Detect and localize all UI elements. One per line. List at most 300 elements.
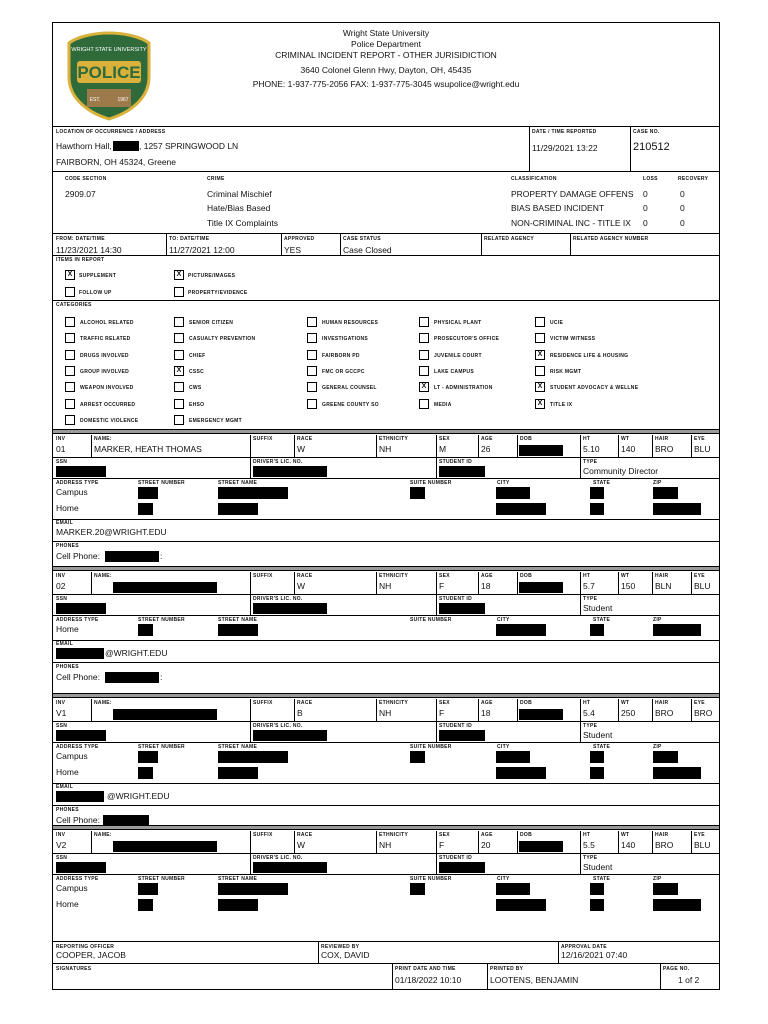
printed-by: LOOTENS, BENJAMIN xyxy=(490,975,579,985)
category-label: LT - ADMINISTRATION xyxy=(434,385,493,392)
supplement-label: SUPPLEMENT xyxy=(79,273,117,279)
header-address: 3640 Colonel Glenn Hwy, Dayton, OH, 45435 xyxy=(300,65,472,75)
category-checkbox[interactable] xyxy=(174,399,184,409)
category-checkbox[interactable] xyxy=(419,366,429,376)
name-label: NAME: xyxy=(94,832,112,838)
street-number-label: STREET NUMBER xyxy=(138,744,185,750)
street-name-label: STREET NAME xyxy=(218,744,258,750)
eye-label: EYE xyxy=(694,832,705,838)
section-separator xyxy=(53,566,719,571)
race-label: RACE xyxy=(297,573,313,579)
redaction xyxy=(496,624,546,636)
column-divider xyxy=(250,831,251,853)
sex-label: SEX xyxy=(439,436,450,442)
redaction xyxy=(590,503,604,515)
dl-label: DRIVER'S LIC. NO. xyxy=(253,596,303,602)
city-label: CITY xyxy=(497,876,510,882)
name-label: NAME: xyxy=(94,436,112,442)
category-checkbox[interactable] xyxy=(174,415,184,425)
redaction xyxy=(496,751,530,763)
column-divider xyxy=(580,457,581,478)
crime-label: CRIME xyxy=(207,176,225,182)
sex-value: F xyxy=(439,581,445,591)
ethnicity-label: ETHNICITY xyxy=(379,700,409,706)
category-label: WEAPON INVOLVED xyxy=(80,385,134,392)
address-type-home: Home xyxy=(56,503,79,513)
row-divider xyxy=(53,541,719,542)
header-university: Wright State University xyxy=(342,28,430,38)
reviewed-by-label: REVIEWED BY xyxy=(321,944,360,950)
category-checkbox[interactable] xyxy=(174,350,184,360)
eye-label: EYE xyxy=(694,436,705,442)
row-divider xyxy=(53,594,719,595)
column-divider xyxy=(652,572,653,594)
inv-value: V1 xyxy=(56,708,67,718)
redaction xyxy=(105,551,159,562)
email-value: @WRIGHT.EDU xyxy=(107,791,170,801)
classification-2: BIAS BASED INCIDENT xyxy=(511,203,605,213)
category-label: MEDIA xyxy=(434,401,452,408)
suite-label: SUITE NUMBER xyxy=(410,480,452,486)
category-label: FMC OR GCCPC xyxy=(322,368,365,375)
case-no-label: CASE NO. xyxy=(633,129,660,135)
category-checkbox[interactable] xyxy=(535,317,545,327)
section-separator xyxy=(53,693,719,698)
supplement-checkbox[interactable]: X xyxy=(65,270,75,280)
loss-2: 0 xyxy=(643,203,648,213)
student-id-label: STUDENT ID xyxy=(439,596,472,602)
recovery-2: 0 xyxy=(680,203,685,213)
print-date: 01/18/2022 10:10 xyxy=(395,975,462,985)
age-value: 20 xyxy=(481,840,491,850)
column-divider xyxy=(250,435,251,457)
column-divider xyxy=(618,699,619,721)
redaction xyxy=(519,841,563,852)
ethnicity-label: ETHNICITY xyxy=(379,832,409,838)
category-checkbox[interactable] xyxy=(307,382,317,392)
column-divider xyxy=(91,435,92,457)
related-agency-number-label: RELATED AGENCY NUMBER xyxy=(573,236,649,242)
column-divider xyxy=(580,594,581,615)
category-label: GENERAL COUNSEL xyxy=(322,385,377,392)
pictures-checkbox[interactable]: X xyxy=(174,270,184,280)
category-checkbox[interactable] xyxy=(307,333,317,343)
eye-value: BLU xyxy=(694,444,711,454)
category-checkbox[interactable] xyxy=(65,333,75,343)
ht-value: 5.7 xyxy=(583,581,595,591)
zip-label: ZIP xyxy=(653,617,662,623)
age-label: AGE xyxy=(481,832,493,838)
ssn-label: SSN xyxy=(56,459,68,465)
redaction xyxy=(496,899,546,911)
column-divider xyxy=(436,853,437,874)
print-date-label: PRINT DATE AND TIME xyxy=(395,966,456,972)
inv-label: INV xyxy=(56,436,66,442)
category-checkbox[interactable] xyxy=(65,399,75,409)
race-label: RACE xyxy=(297,832,313,838)
inv-value: 02 xyxy=(56,581,66,591)
category-label: SENIOR CITIZEN xyxy=(189,320,234,326)
redaction xyxy=(519,709,563,720)
classification-1: PROPERTY DAMAGE OFFENS xyxy=(511,189,634,199)
redaction xyxy=(138,751,158,763)
address-type-label: ADDRESS TYPE xyxy=(56,744,99,750)
row-divider xyxy=(53,853,719,854)
redaction xyxy=(218,899,258,911)
name-value: MARKER, HEATH THOMAS xyxy=(94,444,202,454)
column-divider xyxy=(376,699,377,721)
column-divider xyxy=(618,435,619,457)
dl-label: DRIVER'S LIC. NO. xyxy=(253,459,303,465)
crime-2: Hate/Bias Based xyxy=(207,203,271,213)
date-reported: 11/29/2021 13:22 xyxy=(532,143,598,153)
street-name-label: STREET NAME xyxy=(218,617,258,623)
email-label: EMAIL xyxy=(56,641,74,647)
follow-up-label: FOLLOW UP xyxy=(79,290,112,296)
redaction xyxy=(590,767,604,779)
category-checkbox[interactable] xyxy=(535,366,545,376)
category-label: GROUP INVOLVED xyxy=(80,368,130,375)
redaction xyxy=(138,883,158,895)
redaction xyxy=(113,841,217,852)
street-number-label: STREET NUMBER xyxy=(138,617,185,623)
ht-label: HT xyxy=(583,436,591,442)
category-checkbox[interactable] xyxy=(307,399,317,409)
column-divider xyxy=(294,831,295,853)
redaction xyxy=(590,883,604,895)
to-date: 11/27/2021 12:00 xyxy=(169,245,235,255)
age-value: 26 xyxy=(481,444,491,454)
address-type-home: Home xyxy=(56,899,79,909)
suite-label: SUITE NUMBER xyxy=(410,876,452,882)
column-divider xyxy=(580,853,581,874)
column-divider xyxy=(376,572,377,594)
hair-value: BLN xyxy=(655,581,672,591)
city-label: CITY xyxy=(497,617,510,623)
redaction xyxy=(253,466,327,477)
from-date: 11/23/2021 14:30 xyxy=(56,245,122,255)
section-separator xyxy=(53,825,719,830)
redaction xyxy=(590,751,604,763)
student-id-label: STUDENT ID xyxy=(439,723,472,729)
state-label: STATE xyxy=(593,480,611,486)
email-value: @WRIGHT.EDU xyxy=(105,648,168,658)
sex-label: SEX xyxy=(439,832,450,838)
recovery-3: 0 xyxy=(680,218,685,228)
classification-3: NON-CRIMINAL INC - TITLE IX xyxy=(511,218,631,228)
row-divider xyxy=(53,662,719,663)
wt-label: WT xyxy=(621,573,630,579)
redaction xyxy=(218,883,288,895)
ht-value: 5.5 xyxy=(583,840,595,850)
redaction xyxy=(590,899,604,911)
column-divider xyxy=(436,699,437,721)
cell-phone-colon: : xyxy=(160,551,163,561)
recovery-1: 0 xyxy=(680,189,685,199)
column-divider xyxy=(376,435,377,457)
inv-value: 01 xyxy=(56,444,66,454)
category-label: EHSO xyxy=(189,401,205,408)
name-label: NAME: xyxy=(94,700,112,706)
category-checkbox[interactable]: X xyxy=(174,366,184,376)
sex-value: M xyxy=(439,444,447,454)
column-divider xyxy=(691,435,692,457)
approved: YES xyxy=(284,245,302,255)
redaction xyxy=(218,751,288,763)
code-section: 2909.07 xyxy=(65,189,96,199)
address-type-label: ADDRESS TYPE xyxy=(56,876,99,882)
row-divider xyxy=(53,640,719,641)
hair-value: BRO xyxy=(655,708,674,718)
page-no: 1 of 2 xyxy=(678,975,700,985)
address-type-campus: Campus xyxy=(56,751,88,761)
column-divider xyxy=(376,831,377,853)
redaction xyxy=(105,672,159,683)
header-report-title: CRIMINAL INCIDENT REPORT - OTHER JURISIDICTION xyxy=(275,50,497,60)
category-label: DRUGS INVOLVED xyxy=(80,352,129,359)
ssn-label: SSN xyxy=(56,596,68,602)
address-type-home: Home xyxy=(56,767,79,777)
wt-value: 140 xyxy=(621,444,636,454)
category-checkbox[interactable] xyxy=(65,350,75,360)
street-number-label: STREET NUMBER xyxy=(138,876,185,882)
age-label: AGE xyxy=(481,573,493,579)
ht-value: 5.10 xyxy=(583,444,600,454)
person-type: Student xyxy=(583,862,613,872)
column-divider xyxy=(652,831,653,853)
loss-1: 0 xyxy=(643,189,648,199)
email-value: MARKER.20@WRIGHT.EDU xyxy=(56,527,167,537)
sex-value: F xyxy=(439,840,445,850)
name-label: NAME: xyxy=(94,573,112,579)
location-line1b: , 1257 SPRINGWOOD LN xyxy=(139,141,239,151)
redaction xyxy=(590,624,604,636)
redaction xyxy=(56,648,104,659)
category-checkbox[interactable] xyxy=(419,333,429,343)
cell-phone-label: Cell Phone: xyxy=(56,551,100,561)
to-date-label: TO: DATE/TIME xyxy=(169,236,210,242)
category-label: CHIEF xyxy=(189,352,206,359)
category-label: HUMAN RESOURCES xyxy=(322,320,379,326)
hair-label: HAIR xyxy=(655,436,669,442)
eye-value: BLU xyxy=(694,581,711,591)
dl-label: DRIVER'S LIC. NO. xyxy=(253,723,303,729)
phones-label: PHONES xyxy=(56,664,79,670)
category-checkbox[interactable] xyxy=(65,366,75,376)
approval-date-label: APPROVAL DATE xyxy=(561,944,607,950)
column-divider xyxy=(580,831,581,853)
category-checkbox[interactable] xyxy=(307,317,317,327)
wt-label: WT xyxy=(621,436,630,442)
street-name-label: STREET NAME xyxy=(218,876,258,882)
row-divider xyxy=(53,742,719,743)
race-label: RACE xyxy=(297,700,313,706)
inv-label: INV xyxy=(56,573,66,579)
ht-label: HT xyxy=(583,573,591,579)
category-label: UCIE xyxy=(550,320,564,326)
wt-value: 140 xyxy=(621,840,636,850)
category-label: LAKE CAMPUS xyxy=(434,368,474,375)
category-checkbox[interactable] xyxy=(174,317,184,327)
email-label: EMAIL xyxy=(56,784,74,790)
report-page xyxy=(52,22,720,990)
cell-phone-label: Cell Phone: xyxy=(56,815,100,825)
redaction xyxy=(590,487,604,499)
race-value: B xyxy=(297,708,303,718)
category-checkbox[interactable] xyxy=(65,317,75,327)
category-checkbox[interactable] xyxy=(535,333,545,343)
wt-value: 150 xyxy=(621,581,636,591)
redaction xyxy=(138,624,153,636)
column-divider xyxy=(250,594,251,615)
person-type: Community Director xyxy=(583,466,659,476)
age-value: 18 xyxy=(481,708,491,718)
column-divider xyxy=(652,699,653,721)
loss-label: LOSS xyxy=(643,176,658,182)
category-checkbox[interactable] xyxy=(419,317,429,327)
category-checkbox[interactable] xyxy=(307,366,317,376)
category-label: PHYSICAL PLANT xyxy=(434,320,482,326)
redaction xyxy=(218,624,258,636)
redaction xyxy=(653,503,701,515)
eye-label: EYE xyxy=(694,700,705,706)
reviewed-by: COX, DAVID xyxy=(321,950,370,960)
column-divider xyxy=(478,699,479,721)
type-label: TYPE xyxy=(583,723,598,729)
race-value: W xyxy=(297,444,306,454)
student-id-label: STUDENT ID xyxy=(439,459,472,465)
category-checkbox[interactable] xyxy=(307,350,317,360)
row-divider xyxy=(53,478,719,479)
age-label: AGE xyxy=(481,700,493,706)
category-checkbox[interactable] xyxy=(174,382,184,392)
phones-label: PHONES xyxy=(56,807,79,813)
column-divider xyxy=(691,699,692,721)
logo-est-text: EST. xyxy=(89,97,101,103)
redaction xyxy=(253,603,327,614)
suite-label: SUITE NUMBER xyxy=(410,744,452,750)
category-label: CWS xyxy=(189,385,202,392)
inv-value: V2 xyxy=(56,840,67,850)
row-divider xyxy=(53,457,719,458)
category-label: INVESTIGATIONS xyxy=(322,336,369,343)
wt-label: WT xyxy=(621,832,630,838)
column-divider xyxy=(250,721,251,742)
dob-label: DOB xyxy=(520,700,533,706)
category-checkbox[interactable] xyxy=(174,333,184,343)
column-divider xyxy=(580,721,581,742)
column-divider xyxy=(250,572,251,594)
row-divider xyxy=(53,519,719,520)
column-divider xyxy=(618,572,619,594)
redaction xyxy=(439,466,485,477)
zip-label: ZIP xyxy=(653,876,662,882)
ht-label: HT xyxy=(583,832,591,838)
case-no: 210512 xyxy=(633,141,670,153)
redaction xyxy=(439,730,485,741)
ethnicity-label: ETHNICITY xyxy=(379,436,409,442)
dob-label: DOB xyxy=(520,832,533,838)
race-value: W xyxy=(297,840,306,850)
redaction xyxy=(218,487,288,499)
redaction xyxy=(410,487,425,499)
suffix-label: SUFFIX xyxy=(253,700,273,706)
logo-year-text: 1967 xyxy=(117,97,129,103)
redaction xyxy=(56,730,106,741)
hair-label: HAIR xyxy=(655,573,669,579)
category-checkbox[interactable] xyxy=(419,399,429,409)
state-label: STATE xyxy=(593,876,611,882)
redaction xyxy=(253,862,327,873)
ethnicity-label: ETHNICITY xyxy=(379,573,409,579)
category-checkbox[interactable]: X xyxy=(535,350,545,360)
redaction xyxy=(56,466,106,477)
redaction xyxy=(138,503,153,515)
redaction xyxy=(56,791,104,802)
property-checkbox[interactable] xyxy=(174,287,184,297)
column-divider xyxy=(618,831,619,853)
follow-up-checkbox[interactable] xyxy=(65,287,75,297)
inv-label: INV xyxy=(56,700,66,706)
recovery-label: RECOVERY xyxy=(678,176,709,182)
address-type-campus: Campus xyxy=(56,883,88,893)
race-value: W xyxy=(297,581,306,591)
redaction xyxy=(410,883,425,895)
column-divider xyxy=(436,721,437,742)
suffix-label: SUFFIX xyxy=(253,573,273,579)
categories-label: CATEGORIES xyxy=(56,302,92,308)
category-label: DOMESTIC VIOLENCE xyxy=(80,417,139,424)
redaction xyxy=(519,445,563,456)
sex-label: SEX xyxy=(439,700,450,706)
category-checkbox[interactable] xyxy=(419,350,429,360)
items-label: ITEMS IN REPORT xyxy=(56,257,105,263)
pictures-label: PICTURE/IMAGES xyxy=(188,273,236,279)
reporting-officer: COOPER, JACOB xyxy=(56,950,126,960)
redaction xyxy=(410,751,425,763)
printed-by-label: PRINTED BY xyxy=(490,966,524,972)
race-label: RACE xyxy=(297,436,313,442)
column-divider xyxy=(436,435,437,457)
sex-label: SEX xyxy=(439,573,450,579)
crime-1: Criminal Mischief xyxy=(207,189,272,199)
date-reported-label: DATE / TIME REPORTED xyxy=(532,129,597,135)
row-divider xyxy=(53,874,719,875)
wt-value: 250 xyxy=(621,708,636,718)
category-checkbox[interactable] xyxy=(65,382,75,392)
category-checkbox[interactable]: X xyxy=(535,382,545,392)
type-label: TYPE xyxy=(583,596,598,602)
category-label: JUVENILE COURT xyxy=(434,352,482,359)
row-divider xyxy=(53,615,719,616)
crime-3: Title IX Complaints xyxy=(207,218,279,228)
inv-label: INV xyxy=(56,832,66,838)
column-divider xyxy=(250,699,251,721)
category-checkbox[interactable] xyxy=(65,415,75,425)
column-divider xyxy=(478,435,479,457)
redaction xyxy=(496,883,530,895)
column-divider xyxy=(294,435,295,457)
redaction xyxy=(653,899,701,911)
cell-phone-colon: : xyxy=(160,672,163,682)
column-divider xyxy=(91,699,92,721)
column-divider xyxy=(517,699,518,721)
category-checkbox[interactable]: X xyxy=(535,399,545,409)
category-label: ARREST OCCURRED xyxy=(80,401,136,408)
category-checkbox[interactable]: X xyxy=(419,382,429,392)
eye-value: BRO xyxy=(694,708,713,718)
state-label: STATE xyxy=(593,617,611,623)
